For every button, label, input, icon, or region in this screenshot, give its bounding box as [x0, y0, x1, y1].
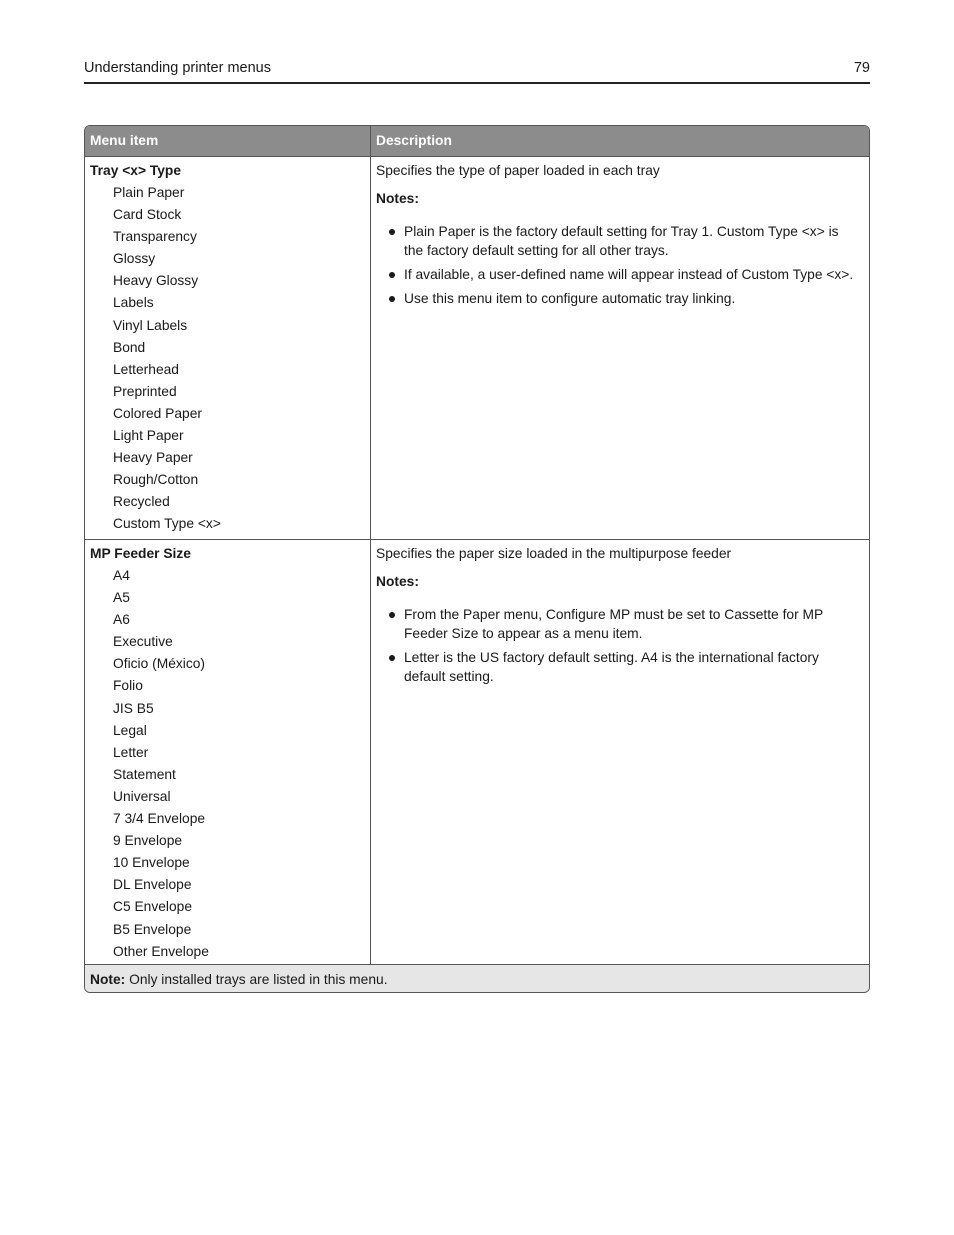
page-header — [84, 58, 870, 84]
table-row — [85, 156, 869, 539]
note-item — [376, 605, 864, 643]
note-text: Use this menu item to configure automatic tray linking. — [404, 291, 736, 306]
description-cell — [371, 157, 869, 539]
menu-option: A5 — [113, 590, 130, 606]
menu-option: Letter — [113, 744, 149, 760]
menu-option: Colored Paper — [113, 405, 202, 421]
menu-item-title: MP Feeder Size — [90, 546, 191, 561]
note-text: From the Paper menu, Configure MP must be set to Cassette for MP Feeder Size to appear as a menu item. — [404, 607, 823, 641]
menu-option: Heavy Glossy — [113, 273, 199, 289]
menu-option: Vinyl Labels — [113, 317, 188, 333]
bullet-icon — [389, 296, 395, 302]
menu-option: Other Envelope — [113, 943, 209, 959]
note-item — [376, 265, 864, 284]
description-cell — [371, 540, 869, 964]
page-number: 79 — [853, 60, 870, 76]
column-header-menu-item: Menu item — [85, 126, 371, 156]
menu-item-title: Tray <x> Type — [90, 163, 182, 178]
column-header-description: Description — [376, 133, 452, 148]
menu-option: 9 Envelope — [113, 833, 183, 849]
bullet-icon — [389, 272, 395, 278]
note-text: Letter is the US factory default setting. A4 is the international factory default setting. — [404, 650, 819, 684]
footer-note-label: Note: — [90, 972, 126, 987]
menu-option-list — [90, 569, 365, 967]
menu-option: Bond — [113, 339, 146, 355]
menu-option: A4 — [113, 568, 130, 583]
menu-option: A6 — [113, 612, 130, 628]
menu-option: Labels — [113, 295, 154, 311]
description-text: Specifies the type of paper loaded in each tray — [376, 163, 660, 178]
menu-option: JIS B5 — [113, 700, 154, 716]
table-footer-note — [85, 964, 869, 992]
menu-option: Statement — [113, 766, 176, 782]
footer-note-text: Only installed trays are listed in this menu. — [125, 972, 388, 987]
note-text: If available, a user-defined name will appear instead of Custom Type <x>. — [404, 267, 854, 282]
menu-option: DL Envelope — [113, 877, 192, 893]
menu-option: Oficio (México) — [113, 656, 205, 672]
menu-option: Universal — [113, 788, 171, 804]
menu-option: Rough/Cotton — [113, 472, 199, 488]
menu-option: Letterhead — [113, 361, 179, 377]
bullet-icon — [389, 229, 395, 235]
note-text: Plain Paper is the factory default setting for Tray 1. Custom Type <x> is the factory default setting for all other trays. — [404, 224, 839, 258]
menu-option: Folio — [113, 678, 143, 694]
menu-option: Plain Paper — [113, 185, 185, 200]
menu-table — [84, 125, 870, 993]
description-text: Specifies the paper size loaded in the multipurpose feeder — [376, 546, 732, 561]
menu-option: Executive — [113, 634, 173, 650]
menu-option: Legal — [113, 722, 147, 738]
menu-option: Preprinted — [113, 383, 177, 399]
note-item — [376, 222, 864, 260]
menu-option: 10 Envelope — [113, 855, 190, 871]
menu-option: C5 Envelope — [113, 899, 193, 915]
menu-option: Transparency — [113, 229, 197, 245]
table-row — [85, 539, 869, 964]
table-header-row — [85, 126, 869, 156]
menu-option: Light Paper — [113, 428, 184, 444]
menu-option-list — [90, 186, 365, 540]
page-header-title: Understanding printer menus — [84, 60, 271, 76]
menu-option: Heavy Paper — [113, 450, 193, 466]
menu-option: Custom Type <x> — [113, 516, 221, 532]
menu-option: B5 Envelope — [113, 921, 192, 937]
menu-item-cell — [85, 157, 371, 539]
notes-list — [376, 605, 864, 686]
menu-option: Glossy — [113, 251, 156, 267]
menu-item-cell — [85, 540, 371, 964]
menu-option: Recycled — [113, 494, 170, 510]
notes-label: Notes: — [376, 574, 419, 589]
menu-option: 7 3/4 Envelope — [113, 811, 206, 827]
notes-list — [376, 222, 864, 308]
notes-label: Notes: — [376, 191, 419, 206]
menu-option: Card Stock — [113, 207, 182, 223]
note-item — [376, 648, 864, 686]
note-item — [376, 289, 864, 308]
bullet-icon — [389, 612, 395, 618]
bullet-icon — [389, 655, 395, 661]
